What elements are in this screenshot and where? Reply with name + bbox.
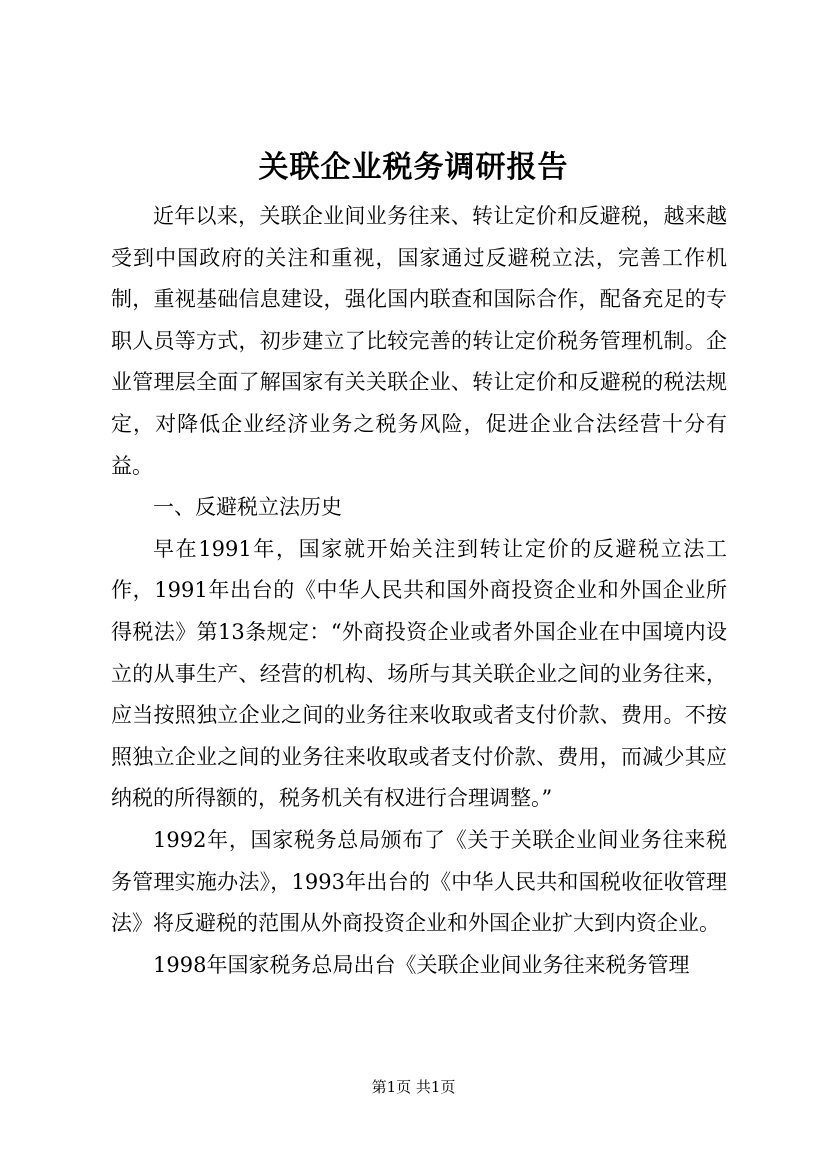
document-body	[111, 196, 727, 986]
paragraph-1992: 1992年，国家税务总局颁布了《关于关联企业间业务往来税务管理实施办法》，1993年出台的《中华人民共和国税收征收管理法》将反避税的范围从外商投资企业和外国企业扩大到内资企业。	[111, 827, 727, 936]
section-heading: 一、反避税立法历史	[153, 495, 342, 520]
page-number-footer: 第1页 共1页	[371, 1078, 456, 1096]
document-title: 关联企业税务调研报告	[258, 150, 569, 185]
paragraph-intro: 近年以来，关联企业间业务往来、转让定价和反避税，越来越受到中国政府的关注和重视，国家通过反避税立法，完善工作机制，重视基础信息建设，强化国内联查和国际合作，配备充足的专职人员等方式，初步建立了比较完善的转让定价税务管理机制。企业管理层全面了解国家有关关联企业、转让定价和反避税的税法规定，对降低企业经济业务之税务风险，促进企业合法经营十分有益。	[111, 204, 727, 478]
paragraph-1991: 早在1991年，国家就开始关注到转让定价的反避税立法工作，1991年出台的《中华人民共和国外商投资企业和外国企业所得税法》第13条规定：“外商投资企业或者外国企业在中国境内设立的从事生产、经营的机构、场所与其关联企业之间的业务往来，应当按照独立企业之间的业务往来收取或者支付价款、费用。不按照独立企业之间的业务往来收取或者支付价款、费用，而减少其应纳税的所得额的，税务机关有权进行合理调整。”	[111, 536, 727, 811]
paragraph-1998: 1998年国家税务总局出台《关联企业间业务往来税务管理	[153, 952, 690, 977]
